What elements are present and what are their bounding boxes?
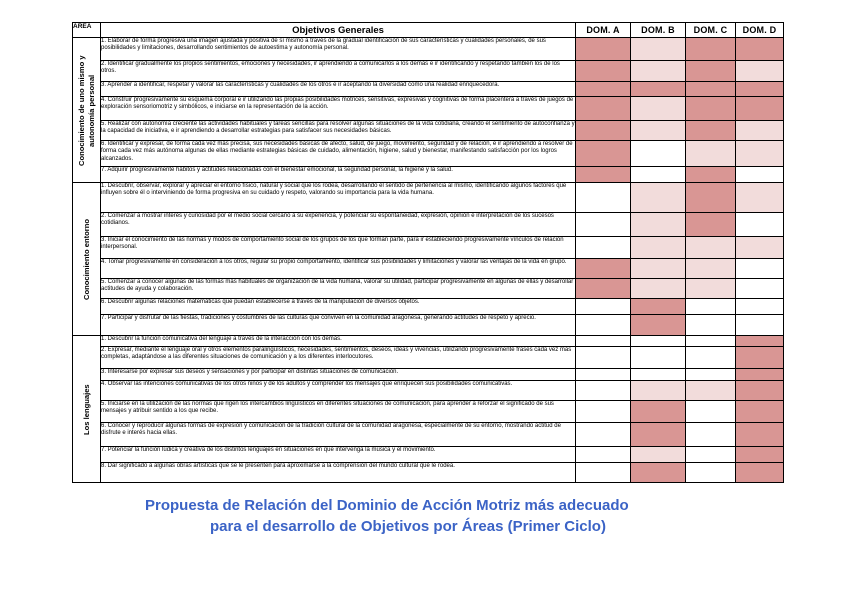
dom-c-cell [686,423,736,447]
dom-a-cell [576,279,631,299]
dom-c-header: DOM. C [686,23,736,38]
dom-a-cell [576,423,631,447]
objective-text: 5. Realizar con autonomía creciente las actividades habituales y tareas sencillas para resolver algunas situaciones de la vida cotidiana, creando el sentimiento de autoconfianza y la capacidad de iniciativa, e ir aprendiendo a desarrollar estrategias para satisfacer sus necesidades básicas. [101,121,576,141]
dom-d-cell [736,183,784,213]
objective-row [73,121,784,141]
dom-a-cell [576,259,631,279]
objective-text: 1. Descubrir la función comunicativa del lenguaje a través de la interacción con los demás. [101,336,576,347]
dom-c-cell [686,447,736,463]
dom-d-cell [736,38,784,61]
dom-d-cell [736,336,784,347]
dom-c-cell [686,82,736,97]
dom-a-cell [576,463,631,483]
objective-row [73,315,784,336]
dom-c-cell [686,61,736,82]
dom-b-cell [631,167,686,183]
dom-b-cell [631,38,686,61]
objective-text: 5. Iniciarse en la utilización de las normas que rigen los intercambios lingüísticos en diferentes situaciones de comunicación, para aprender a reforzar el significado de sus mensajes y atribuir sentido a los que recibe. [101,401,576,423]
dom-a-cell [576,141,631,167]
dom-b-cell [631,237,686,259]
dom-a-cell [576,315,631,336]
dom-a-cell [576,401,631,423]
objective-row [73,347,784,369]
dom-c-cell [686,315,736,336]
dom-d-cell [736,447,784,463]
objective-text: 4. Observar las intenciones comunicativas de los otros niños y de los adultos y comprender los mensajes que enriquecen sus posibilidades comunicativas. [101,381,576,401]
dom-d-header: DOM. D [736,23,784,38]
objective-row [73,82,784,97]
dom-d-cell [736,167,784,183]
dom-a-cell [576,38,631,61]
dom-a-cell [576,213,631,237]
dom-b-cell [631,183,686,213]
dom-a-cell [576,61,631,82]
objective-text: 3. Aprender a identificar, respetar y valorar las características y cualidades de los otros e ir aceptando la diversidad como una realidad enriquecedora. [101,82,576,97]
dom-b-cell [631,141,686,167]
dom-c-cell [686,401,736,423]
dom-b-cell [631,121,686,141]
caption-line-1: Propuesta de Relación del Dominio de Acción Motriz más adecuado [145,497,629,514]
dom-d-cell [736,61,784,82]
dom-c-cell [686,97,736,121]
objective-row [73,336,784,347]
objective-text: 6. Descubrir algunas relaciones matemáticas que puedan establecerse a través de la manipulación de diversos objetos. [101,299,576,315]
dom-d-cell [736,347,784,369]
area-cell [73,38,101,183]
objective-row [73,141,784,167]
dom-c-cell [686,347,736,369]
dom-d-cell [736,369,784,381]
objective-text: 6. Conocer y reproducir algunas formas de expresión y comunicación de la tradición cultural de la comunidad aragonesa, especialmente de su entorno, mostrando actitud de disfrute e interés hacia ellas. [101,423,576,447]
dom-d-cell [736,315,784,336]
objective-row [73,259,784,279]
dom-b-cell [631,381,686,401]
dom-c-cell [686,279,736,299]
dom-c-cell [686,38,736,61]
area-label: Conocimiento entorno [81,218,91,300]
objectives-header: Objetivos Generales [101,23,576,38]
objective-text: 2. Comenzar a mostrar interés y curiosidad por el medio social cercano a su experiencia, y potenciar su espontaneidad, expresión, opinión e interpretación de los sucesos cotidianos. [101,213,576,237]
objective-row [73,183,784,213]
objective-text: 4. Tomar progresivamente en consideración a los otros, regular su propio comportamiento, identificar sus posibilidades y limitaciones y valorar las ventajas de la vida en grupo. [101,259,576,279]
dom-d-cell [736,299,784,315]
dom-a-cell [576,336,631,347]
dom-c-cell [686,259,736,279]
dom-a-cell [576,381,631,401]
dom-d-cell [736,121,784,141]
objective-row [73,447,784,463]
dom-b-cell [631,61,686,82]
objective-row [73,97,784,121]
objective-text: 7. Participar y disfrutar de las fiestas, tradiciones y costumbres de las culturas que conviven en la comunidad aragonesa, generando actitudes de respeto y aprecio. [101,315,576,336]
objectives-table [72,22,784,483]
objective-text: 5. Comenzar a conocer algunas de las formas más habituales de organización de la vida humana, valorar su utilidad, participar progresivamente en algunas de ellas y desarrollar actitudes de ayuda y colaboración. [101,279,576,299]
header-row [73,23,784,38]
dom-b-cell [631,369,686,381]
objective-row [73,463,784,483]
dom-a-cell [576,183,631,213]
objective-row [73,279,784,299]
objective-text: 2. Expresar, mediante el lenguaje oral y otros elementos paralingüísticos, necesidades, sentimientos, deseos, ideas y vivencias, utilizando progresivamente frases cada vez más completas, adaptándose a las diferentes situaciones de comunicación y a los diferentes interlocutores. [101,347,576,369]
dom-c-cell [686,369,736,381]
objective-row [73,299,784,315]
dom-d-cell [736,213,784,237]
dom-d-cell [736,401,784,423]
dom-d-cell [736,97,784,121]
dom-d-cell [736,423,784,447]
objective-text: 4. Construir progresivamente su esquema corporal e ir utilizando las propias posibilidades motrices, sensitivas, expresivas y cognitivas de forma placentera a través de juegos de exploración sensoriomotriz y simbólicos, e iniciarse en la representación de la acción. [101,97,576,121]
caption-line-2: para el desarrollo de Objetivos por Áreas (Primer Ciclo) [210,518,606,535]
dom-c-cell [686,299,736,315]
dom-d-cell [736,82,784,97]
objective-text: 2. Identificar gradualmente los propios sentimientos, emociones y necesidades, ir aprendiendo a comunicarlos a los demás e ir identificando y respetando también los de los otros. [101,61,576,82]
dom-a-cell [576,369,631,381]
dom-a-cell [576,97,631,121]
objective-row [73,237,784,259]
dom-a-cell [576,121,631,141]
dom-b-header: DOM. B [631,23,686,38]
dom-b-cell [631,447,686,463]
objective-row [73,423,784,447]
dom-c-cell [686,336,736,347]
dom-d-cell [736,141,784,167]
dom-c-cell [686,121,736,141]
objective-text: 7. Adquirir progresivamente hábitos y actitudes relacionadas con el bienestar emocional, la seguridad personal, la higiene y la salud. [101,167,576,183]
objective-text: 3. Interesarse por expresar sus deseos y sensaciones y por participar en distintas situaciones de comunicación. [101,369,576,381]
dom-b-cell [631,401,686,423]
objective-text: 7. Potenciar la función lúdica y creativa de los distintos lenguajes en situaciones en que intervenga la música y el movimiento. [101,447,576,463]
dom-b-cell [631,259,686,279]
objective-text: 8. Dar significado a algunas obras artísticas que se le presenten para aproximarse a la comprensión del mundo cultural que le rodea. [101,463,576,483]
area-cell [73,336,101,483]
area-cell [73,183,101,336]
table-body [73,38,784,483]
dom-a-cell [576,347,631,369]
dom-b-cell [631,347,686,369]
dom-a-header: DOM. A [576,23,631,38]
dom-b-cell [631,299,686,315]
objective-row [73,61,784,82]
dom-d-cell [736,237,784,259]
dom-c-cell [686,463,736,483]
dom-c-cell [686,141,736,167]
area-header: AREA [73,23,101,38]
dom-a-cell [576,82,631,97]
dom-a-cell [576,299,631,315]
dom-b-cell [631,423,686,447]
area-label: Los lenguajes [81,383,91,435]
dom-c-cell [686,381,736,401]
dom-c-cell [686,237,736,259]
dom-d-cell [736,279,784,299]
dom-a-cell [576,167,631,183]
dom-b-cell [631,463,686,483]
objective-row [73,381,784,401]
dom-a-cell [576,447,631,463]
objective-row [73,167,784,183]
dom-b-cell [631,279,686,299]
objective-row [73,38,784,61]
dom-a-cell [576,237,631,259]
dom-d-cell [736,381,784,401]
objective-row [73,213,784,237]
objective-row [73,369,784,381]
dom-c-cell [686,183,736,213]
dom-b-cell [631,213,686,237]
objective-text: 3. Iniciar el conocimiento de las normas y modos de comportamiento social de los grupos de los que forman parte, para ir estableciendo progresivamente vínculos de relación interpersonal. [101,237,576,259]
dom-b-cell [631,336,686,347]
dom-c-cell [686,213,736,237]
dom-b-cell [631,82,686,97]
dom-b-cell [631,315,686,336]
dom-c-cell [686,167,736,183]
objective-text: 1. Descubrir, observar, explorar y apreciar el entorno físico, natural y social que los rodea, desarrollando el sentido de pertenencia al mismo, identificando algunos factores que influyen sobre él o interviniendo de forma progresiva en su cuidado y respeto, valorando su importancia para la vida humana. [101,183,576,213]
objective-text: 1. Elaborar de forma progresiva una imagen ajustada y positiva de sí mismo a través de la gradual identificación de sus características y cualidades personales, de sus posibilidades y limitaciones, desarrollando sentimientos de autoestima y autonomía personal. [101,38,576,61]
dom-d-cell [736,463,784,483]
dom-b-cell [631,97,686,121]
objective-row [73,401,784,423]
objective-text: 6. Identificar y expresar, de forma cada vez más precisa, sus necesidades básicas de afecto, salud, de juego, movimiento, seguridad y de relación, e ir aprendiendo a resolver de forma cada vez más autónoma algunas de ellas mediante estrategias básicas de cuidado, alimentación, higiene, salud y bienestar, manifestando satisfacción por los logros alcanzados. [101,141,576,167]
dom-d-cell [736,259,784,279]
area-label: Conocimiento de uno mismo y autonomía personal [76,54,96,166]
table-header [73,23,784,38]
